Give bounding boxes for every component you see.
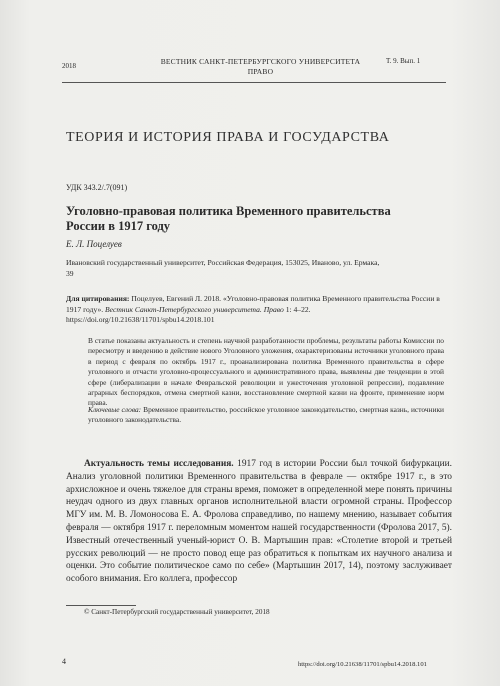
article-author: Е. Л. Поцелуев (66, 239, 122, 249)
footer-doi-link[interactable]: https://doi.org/10.21638/11701/spbu14.2018.101 (298, 661, 427, 668)
footnote-divider (66, 605, 136, 606)
keywords-label: Ключевые слова: (88, 405, 142, 414)
body-paragraph (66, 458, 452, 586)
page-number: 4 (62, 657, 66, 666)
body-text: 1917 год в истории России был точкой бифуркации. Анализ уголовной политики Временного правительства в феврале — октябре 1917 г., в это архисложное и очень тяжелое для страны время, поможет в определенной мере понять причины неудач одного из двух главных органов исполнительной власти огромной страны. Профессор МГУ им. М. В. Ломоносова Е. А. Фролова справедливо, по нашему мнению, называет события февраля — октября 1917 г. переломным моментом нашей государственности (Фролова 2017, 5). Известный отечественный ученый-юрист О. В. Мартышин прав: «Столетие второй и третьей русских революций — не просто повод еще раз обратиться к попыткам их научного анализа и оценки. Это событие политическое само по себе» (Мартышин 2017, 14), поэтому заслуживает особого внимания. Его коллега, профессор (66, 459, 452, 585)
body-lead: Актуальность темы исследования. (84, 459, 234, 469)
header-journal-title: ВЕСТНИК САНКТ-ПЕТЕРБУРГСКОГО УНИВЕРСИТЕТА ПРАВО (160, 57, 361, 76)
citation-journal: Вестник Санкт-Петербургского университета. Право (105, 304, 284, 314)
section-heading: ТЕОРИЯ И ИСТОРИЯ ПРАВА И ГОСУДАРСТВА (66, 130, 390, 145)
article-title: Уголовно-правовая политика Временного правительства России в 1917 году (66, 204, 391, 233)
keywords-block (88, 405, 444, 426)
header-divider (62, 82, 446, 83)
copyright-footnote: © Санкт-Петербургский государственный университет, 2018 (84, 608, 270, 616)
author-affiliation: Ивановский государственный университет, Российская Федерация, 153025, Иваново, ул. Ермака, 39 (66, 258, 380, 278)
abstract: В статье показаны актуальность и степень научной разработанности проблемы, результаты работы Комиссии по пересмотру и введению в действие нового Уголовного уложения, охарактеризованы источники уголовного права в период с февраля по октябрь 1917 г., проанализирована политика Временного правительства в сфере уголовного и отчасти уголовно-процессуального и административного права, выявлены две тенденции в этой сфере (либерализации в начале Февральской революции и ужесточения уголовной репрессии), подавление аграрных беспорядков, отмена смертной казни, восстановление смертной казни на фронте, применение норм права. (88, 336, 444, 408)
citation-doi-link[interactable]: https://doi.org/10.21638/11701/spbu14.2018.101 (66, 315, 215, 324)
header-year: 2018 (62, 62, 76, 70)
udk-code: УДК 343.2/.7(091) (66, 183, 128, 192)
header-volume: Т. 9. Вып. 1 (386, 57, 421, 65)
citation-text: Поцелуев, Евгений Л. 2018. «Уголовно-правовая политика Временного правительства России в 1917 году». (66, 294, 440, 314)
keywords-text: Временное правительство, российское уголовное законодательство, смертная казнь, источники уголовного законодательства. (88, 405, 445, 425)
citation-label: Для цитирования: (66, 294, 130, 303)
citation-pages: 1: 4–22. (285, 304, 311, 314)
citation-block (66, 294, 451, 326)
